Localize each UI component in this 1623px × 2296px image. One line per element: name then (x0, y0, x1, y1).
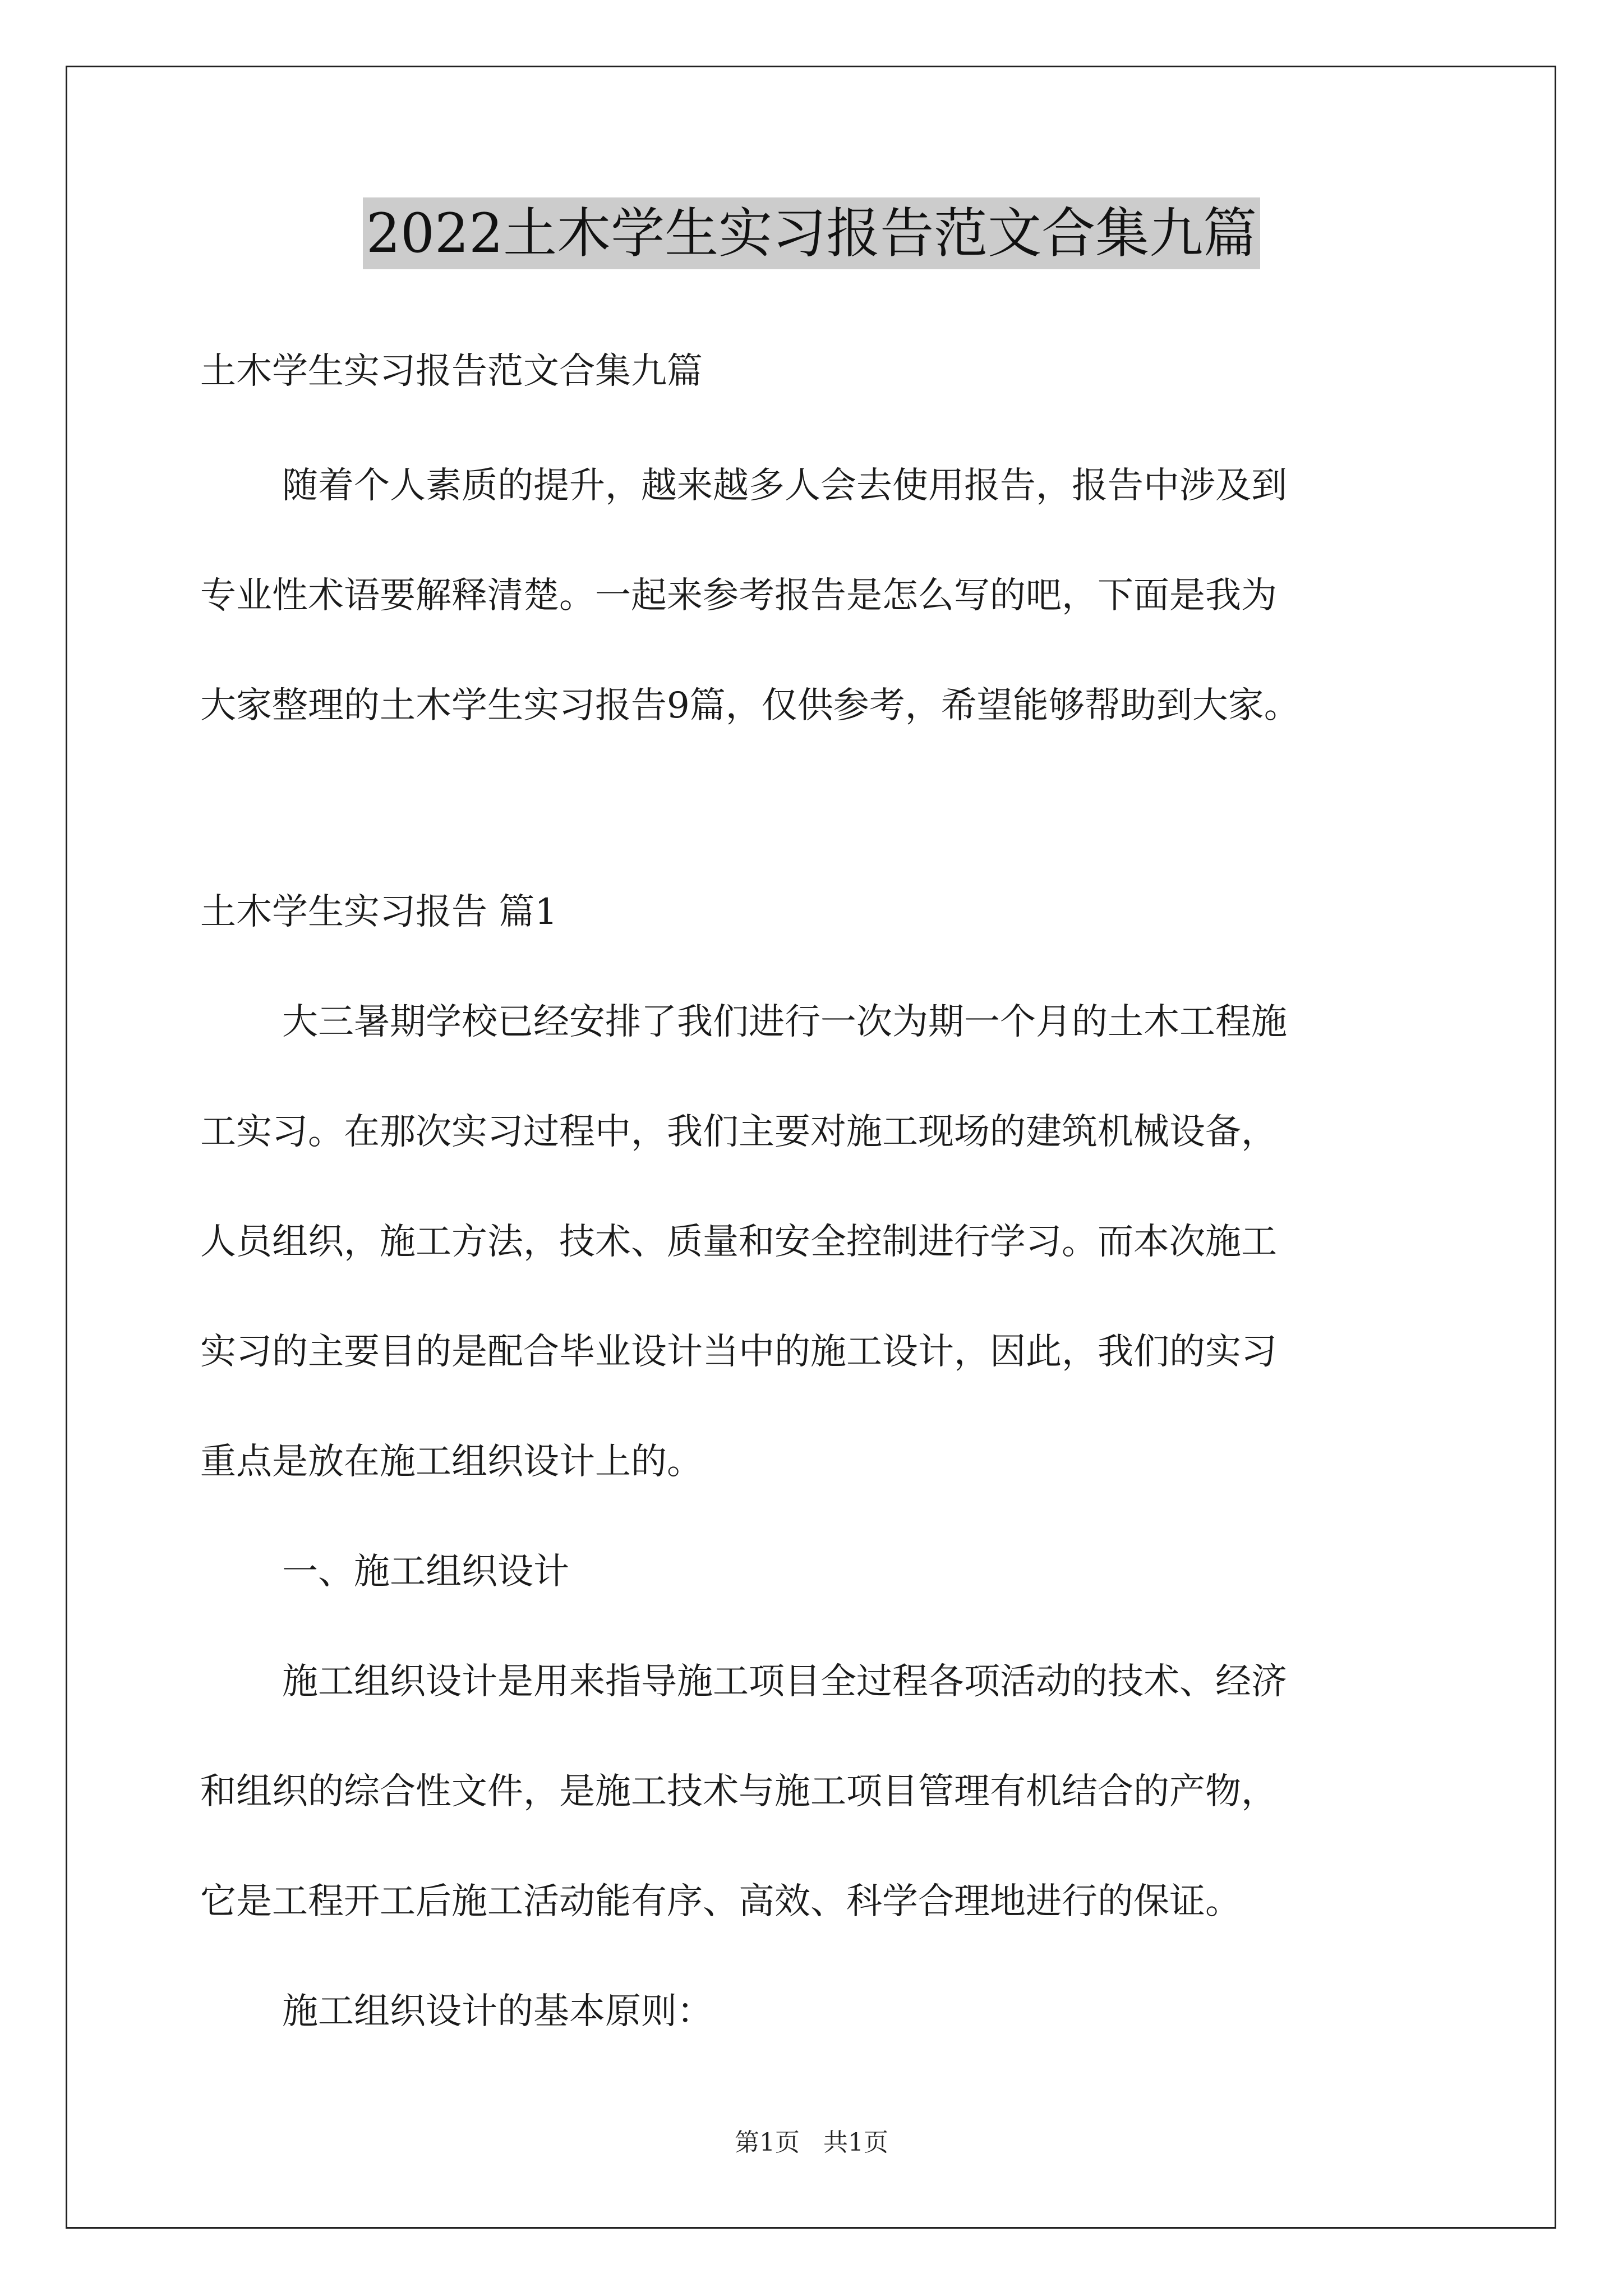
section-heading: 土木学生实习报告 篇1 (200, 891, 558, 933)
subheading: 一、施工组织设计 (282, 1551, 569, 1593)
intro-line-2: 专业性术语要解释清楚。一起来参考报告是怎么写的吧，下面是我为 (200, 575, 1277, 616)
section-paragraph-line-2: 工实习。在那次实习过程中，我们主要对施工现场的建筑机械设备， (200, 1111, 1277, 1153)
intro-line-3: 大家整理的土木学生实习报告9篇，仅供参考，希望能够帮助到大家。 (200, 685, 1300, 726)
definition-line-2: 和组织的综合性文件，是施工技术与施工项目管理有机结合的产物， (200, 1771, 1277, 1812)
page-footer (0, 2126, 1623, 2160)
section-paragraph-line-4: 实习的主要目的是配合毕业设计当中的施工设计，因此，我们的实习 (200, 1331, 1277, 1373)
document-title: 2022土木学生实习报告范文合集九篇 (363, 197, 1260, 269)
principles-heading: 施工组织设计的基本原则： (282, 1991, 713, 2032)
document-subtitle: 土木学生实习报告范文合集九篇 (200, 351, 703, 392)
section-paragraph-line-5: 重点是放在施工组织设计上的。 (200, 1441, 703, 1483)
intro-line-1: 随着个人素质的提升，越来越多人会去使用报告，报告中涉及到 (282, 465, 1287, 507)
page-number: 第1页 (735, 2128, 800, 2157)
section-paragraph-line-3: 人员组织，施工方法，技术、质量和安全控制进行学习。而本次施工 (200, 1221, 1277, 1263)
definition-line-3: 它是工程开工后施工活动能有序、高效、科学合理地进行的保证。 (200, 1881, 1241, 1922)
page-total: 共1页 (823, 2128, 888, 2157)
title-container (0, 197, 1623, 269)
definition-line-1: 施工组织设计是用来指导施工项目全过程各项活动的技术、经济 (282, 1661, 1287, 1703)
section-paragraph-line-1: 大三暑期学校已经安排了我们进行一次为期一个月的土木工程施 (282, 1001, 1287, 1043)
